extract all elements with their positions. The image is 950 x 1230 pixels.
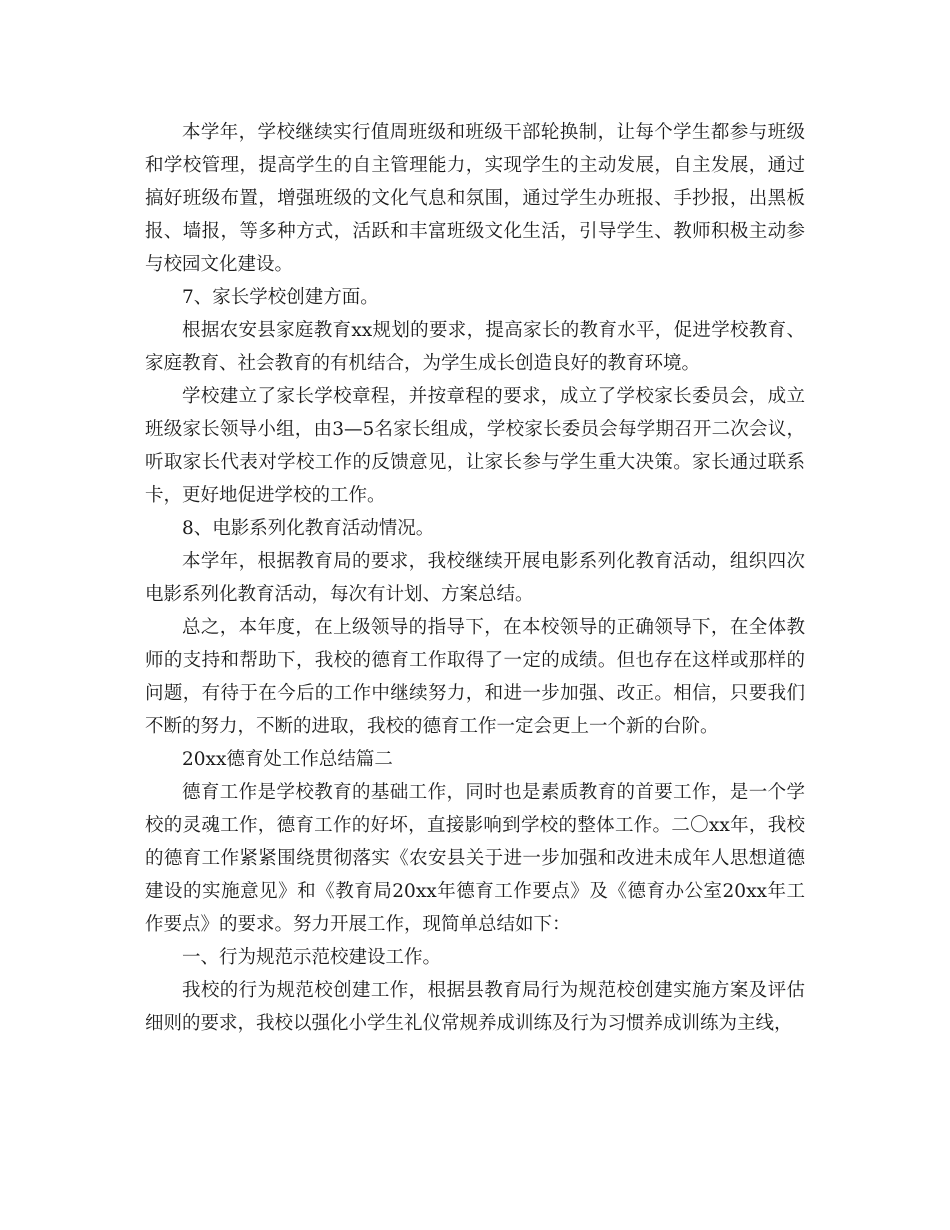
paragraph-moral-education-intro: 德育工作是学校教育的基础工作，同时也是素质教育的首要工作，是一个学校的灵魂工作，德育工作的好坏，直接影响到学校的整体工作。二〇xx年，我校的德育工作紧紧围绕贯彻落实《农安县关于进一步加强和改进未成年人思想道德建设的实施意见》和《教育局20xx年德育工作要点》及《德育办公室20xx年工作要点》的要求。努力开展工作，现简单总结如下：	[145, 782, 805, 935]
paragraph-parent-committee: 学校建立了家长学校章程，并按章程的要求，成立了学校家长委员会，成立班级家长领导小组，由3—5名家长组成，学校家长委员会每学期召开二次会议，听取家长代表对学校工作的反馈意见，让家长参与学生重大决策。家长通过联系卡，更好地促进学校的工作。	[145, 386, 805, 506]
paragraph-behavior-model-work: 我校的行为规范校创建工作，根据县教育局行为规范校创建实施方案及评估细则的要求，我校以强化小学生礼仪常规养成训练及行为习惯养成训练为主线，	[145, 980, 805, 1034]
paragraph-class-rotation: 本学年，学校继续实行值周班级和班级干部轮换制，让每个学生都参与班级和学校管理，提高学生的自主管理能力，实现学生的主动发展，自主发展，通过搞好班级布置，增强班级的文化气息和氛围，通过学生办班报、手抄报，出黑板报、墙报，等多种方式，活跃和丰富班级文化生活，引导学生、教师积极主动参与校园文化建设。	[145, 122, 805, 275]
heading-behavior-model-school: 一、行为规范示范校建设工作。	[182, 947, 442, 968]
heading-summary-part-two: 20xx德育处工作总结篇二	[182, 749, 393, 770]
document-body	[145, 116, 805, 1040]
heading-film-education: 8、电影系列化教育活动情况。	[182, 518, 435, 539]
paragraph-family-education-plan: 根据农安县家庭教育xx规划的要求，提高家长的教育水平，促进学校教育、家庭教育、社会教育的有机结合，为学生成长创造良好的教育环境。	[145, 320, 805, 374]
paragraph-film-activities: 本学年，根据教育局的要求，我校继续开展电影系列化教育活动，组织四次电影系列化教育活动，每次有计划、方案总结。	[145, 551, 805, 605]
paragraph-conclusion: 总之，本年度，在上级领导的指导下，在本校领导的正确领导下，在全体教师的支持和帮助下，我校的德育工作取得了一定的成绩。但也存在这样或那样的问题，有待于在今后的工作中继续努力，和进一步加强、改正。相信，只要我们不断的努力，不断的进取，我校的德育工作一定会更上一个新的台阶。	[145, 617, 805, 737]
heading-parent-school: 7、家长学校创建方面。	[182, 287, 379, 308]
